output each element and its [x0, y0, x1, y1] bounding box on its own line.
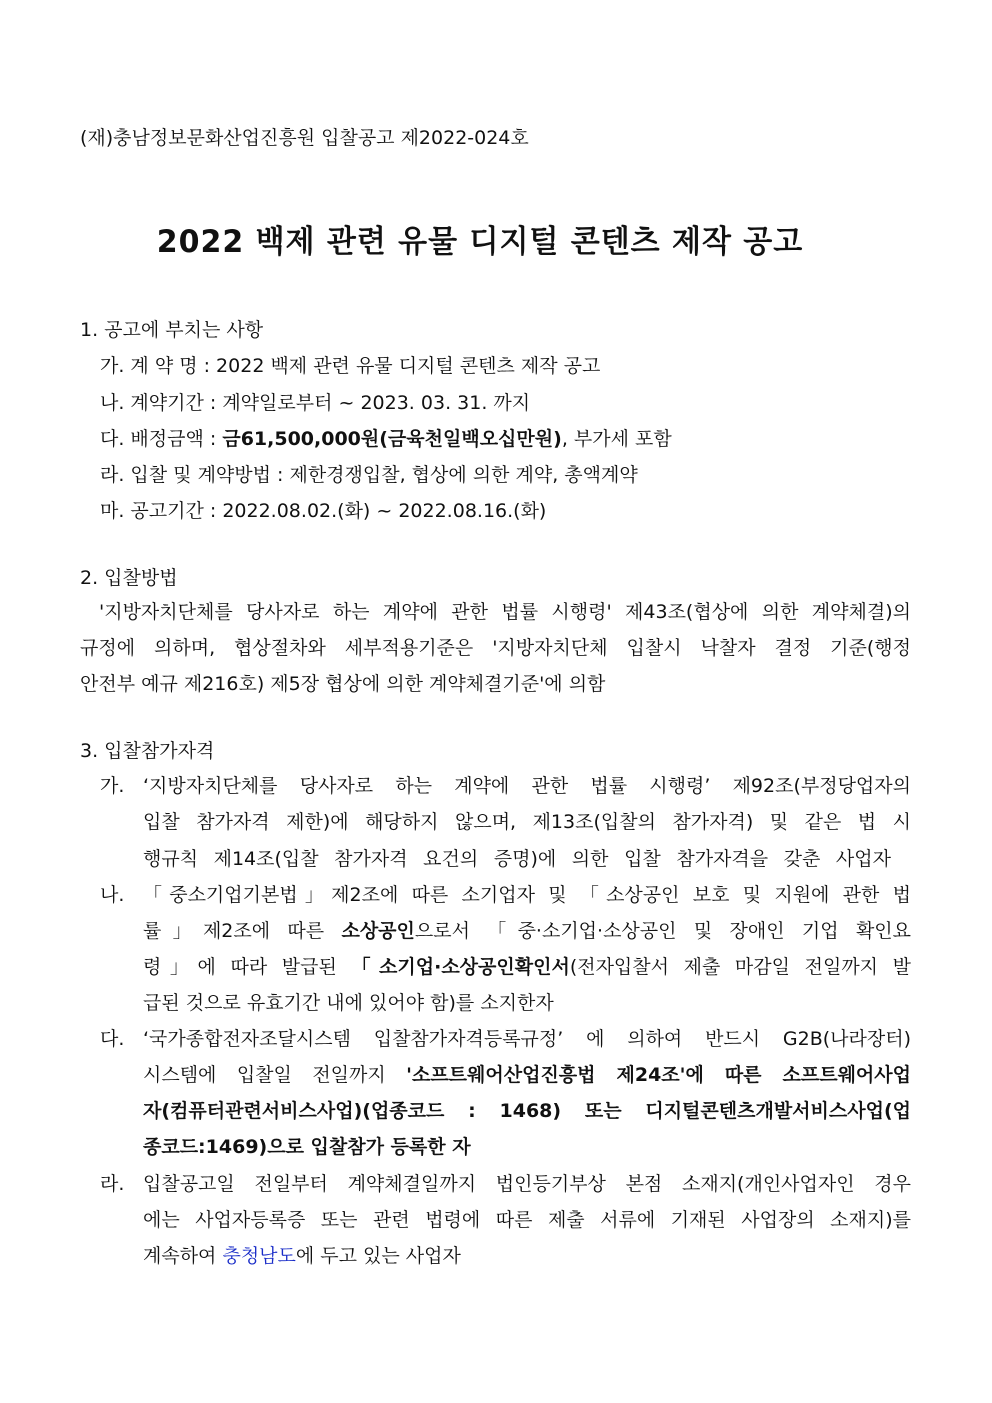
item-ga-line-1: ‘지방자치단체를 당사자로 하는 계약에 관한 법률 시행령’ 제92조(부정당업자의 [143, 775, 911, 797]
section-2-heading: 2. 입찰방법 [80, 567, 178, 589]
item-ra-line-2: 에는 사업자등록증 또는 관련 법령에 따른 제출 서류에 기재된 사업장의 소재지)를 [143, 1209, 911, 1231]
item-da-line-2-pre: 시스템에 입찰일 전일까지 [143, 1064, 407, 1086]
contract-name: 가. 계 약 명 : 2022 백제 관련 유물 디지털 콘텐츠 제작 공고 [100, 355, 601, 377]
small-business-certificate: 「소기업·소상공인확인서 [351, 956, 570, 978]
contract-period: 나. 계약기간 : 계약일로부터 ~ 2023. 03. 31. 까지 [100, 392, 531, 414]
bid-method: 라. 입찰 및 계약방법 : 제한경쟁입찰, 협상에 의한 계약, 총액계약 [100, 464, 638, 486]
item-ra-line-3-pre: 계속하여 [143, 1245, 223, 1267]
item-ra-line-3 [143, 1242, 461, 1270]
small-business-term: 소상공인 [341, 920, 415, 942]
item-na-line-1: 「중소기업기본법」제2조에 따른 소기업자 및 「소상공인 보호 및 지원에 관한 법 [143, 884, 911, 906]
budget-value: 금61,500,000원(금육천일백오십만원) [222, 428, 562, 450]
item-ra-marker: 라. [100, 1173, 125, 1195]
item-na-line-4: 급된 것으로 유효기간 내에 있어야 함)를 소지한자 [143, 992, 554, 1014]
section-3-heading: 3. 입찰참가자격 [80, 740, 215, 762]
notice-period: 마. 공고기간 : 2022.08.02.(화) ~ 2022.08.16.(화) [100, 500, 547, 522]
item-ga-line-3: 행규칙 제14조(입찰 참가자격 요건의 증명)에 의한 입찰 참가자격을 갖춘 사업자 [143, 848, 891, 870]
item-na-line-2-pre: 률」제2조에 따른 [143, 920, 342, 942]
item-ra-line-1: 입찰공고일 전일부터 계약체결일까지 법인등기부상 본점 소재지(개인사업자인 경우 [143, 1173, 911, 1195]
section-1-heading: 1. 공고에 부치는 사항 [80, 319, 264, 341]
item-na-line-2-post: 으로서 「중·소기업·소상공인 및 장애인 기업 확인요 [414, 920, 912, 942]
item-ga-line-2: 입찰 참가자격 제한)에 해당하지 않으며, 제13조(입찰의 참가자격) 및 같은 법 시 [143, 811, 911, 833]
item-ra-line-3-post: 에 두고 있는 사업자 [295, 1245, 461, 1267]
budget-vat: , 부가세 포함 [561, 428, 672, 450]
document-title: 2022 백제 관련 유물 디지털 콘텐츠 제작 공고 [156, 224, 804, 260]
item-da-line-1: ‘국가종합전자조달시스템 입찰참가자격등록규정’ 에 의하여 반드시 G2B(나라장터) [143, 1028, 911, 1050]
software-industry-clause: '소프트웨어산업진흥법 제24조'에 따른 소프트웨어사업 [406, 1064, 911, 1086]
bid-method-line-3: 안전부 예규 제216호) 제5장 협상에 의한 계약체결기준'에 의함 [80, 673, 606, 695]
item-da-marker: 다. [100, 1028, 125, 1050]
item-na-line-3-pre: 령」에 따라 발급된 [143, 956, 352, 978]
item-na-marker: 나. [100, 884, 125, 906]
item-da-line-3: 자(컴퓨터관련서비스사업)(업종코드 : 1468) 또는 디지털콘텐츠개발서비스사업(업 [143, 1100, 911, 1122]
item-na-line-3 [143, 953, 911, 981]
budget-label: 다. 배정금액 : [100, 428, 223, 450]
item-ga-marker: 가. [100, 775, 125, 797]
notice-number: (재)충남정보문화산업진흥원 입찰공고 제2022-024호 [80, 127, 529, 149]
item-na-line-2 [143, 917, 911, 945]
region-name: 충청남도 [222, 1245, 296, 1267]
bid-method-line-2: 규정에 의하며, 협상절차와 세부적용기준은 '지방자치단체 입찰시 낙찰자 결정 기준(행정 [80, 637, 911, 659]
item-da-line-2 [143, 1061, 911, 1089]
item-da-line-4: 종코드:1469)으로 입찰참가 등록한 자 [143, 1136, 471, 1158]
item-na-line-3-post: (전자입찰서 제출 마감일 전일까지 발 [569, 956, 911, 978]
bid-method-line-1: '지방자치단체를 당사자로 하는 계약에 관한 법률 시행령' 제43조(협상에 의한 계약체결)의 [99, 601, 911, 623]
budget-amount [100, 425, 672, 453]
